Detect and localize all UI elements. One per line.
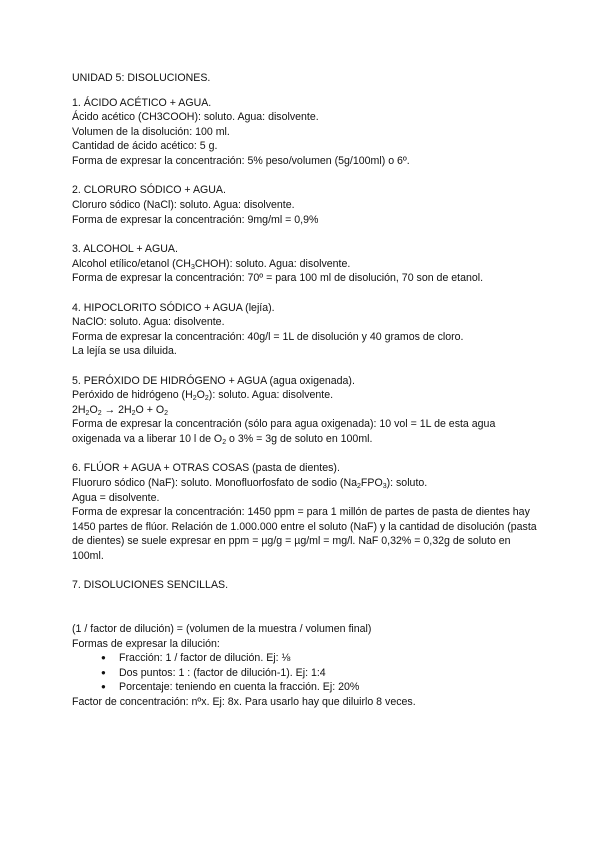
subscript: 2 (97, 409, 102, 417)
text-line: Forma de expresar la concentración: 9mg/ml = 0,9% (72, 213, 319, 226)
text-fragment: FPO (360, 477, 383, 490)
subscript: 2 (131, 409, 136, 417)
text-fragment: Alcohol etílico/etanol (CH (72, 257, 191, 270)
list-item: ● Porcentaje: teniendo en cuenta la fracción. Ej: 20% (106, 680, 542, 695)
text-fragment: CHOH): soluto. Agua: disolvente. (194, 257, 351, 270)
text-fragment: o 3% = 3g de soluto en 100ml. (226, 433, 373, 446)
text-line (72, 476, 542, 491)
text-line: Forma de expresar la concentración: 70º = para 100 ml de disolución, 70 son de etanol. (72, 272, 484, 285)
subscript: 2 (204, 395, 209, 403)
text-line: Factor de concentración: nºx. Ej: 8x. Para usarlo hay que diluirlo 8 veces. (72, 695, 416, 708)
section-heading: 6. FLÚOR + AGUA + OTRAS COSAS (pasta de dientes). (72, 462, 340, 475)
section-heading: 2. CLORURO SÓDICO + AGUA. (72, 184, 226, 197)
section-heading: 4. HIPOCLORITO SÓDICO + AGUA (lejía). (72, 301, 275, 314)
section-heading: 7. DISOLUCIONES SENCILLAS. (72, 579, 229, 592)
text-fragment: → 2H (101, 403, 132, 416)
section-hypochlorite (72, 301, 542, 359)
text-line (72, 257, 542, 272)
subscript: 2 (85, 409, 90, 417)
dilution-formula: (1 / factor de dilución) = (volumen de la muestra / volumen final) (72, 623, 372, 635)
subscript: 3 (382, 483, 387, 491)
text-fragment: Peróxido de hidrógeno (H (72, 389, 193, 402)
section-fluoride (72, 461, 542, 563)
section-acetic-acid (72, 96, 542, 169)
text-paragraph: Forma de expresar la concentración: 1450 ppm = para 1 millón de partes de pasta de dientes hay 1450 partes de flúor. Relación de 1.000.000 entre el soluto (NaF) y la cantidad de disolución (pasta de dientes) se suele expresar en ppm = µg/g = µg/ml = mg/l. NaF 0,32% = 0,32g de soluto en 100ml. (72, 506, 537, 563)
text-line: Ácido acético (CH3COOH): soluto. Agua: disolvente. (72, 111, 319, 124)
section-heading: 5. PERÓXIDO DE HIDRÓGENO + AGUA (agua oxigenada). (72, 374, 355, 387)
list-item: ● Dos puntos: 1 : (factor de dilución-1). Ej: 1:4 (106, 666, 542, 681)
blank-space (72, 593, 542, 622)
text-line: Volumen de la disolución: 100 ml. (72, 125, 230, 138)
text-fragment: O (89, 403, 98, 416)
subscript: 2 (192, 395, 197, 403)
unit-title: UNIDAD 5: DISOLUCIONES. (72, 72, 211, 84)
text-fragment: O (196, 389, 205, 402)
section-alcohol (72, 242, 542, 286)
text-line (72, 388, 542, 403)
document-page (72, 71, 542, 710)
subscript: 2 (222, 439, 227, 447)
text-line: Formas de expresar la dilución: (72, 637, 220, 650)
subscript: 2 (357, 483, 361, 491)
text-line: Cloruro sódico (NaCl): soluto. Agua: disolvente. (72, 198, 295, 211)
section-heading: 3. ALCOHOL + AGUA. (72, 242, 178, 255)
text-fragment: Forma de expresar la concentración (sólo para agua oxigenada): 10 vol = 1L de esta agua oxigenada va a liberar 10 l de O (72, 418, 496, 446)
text-fragment: Fluoruro sódico (NaF): soluto. Monofluorfosfato de sodio (Na (72, 477, 357, 490)
section-heading: 1. ÁCIDO ACÉTICO + AGUA. (72, 96, 212, 109)
text-line: NaClO: soluto. Agua: disolvente. (72, 316, 225, 329)
subscript: 3 (190, 263, 195, 271)
text-paragraph (72, 417, 542, 446)
text-fragment: O + O (135, 403, 165, 416)
section-hydrogen-peroxide (72, 374, 542, 447)
text-line: La lejía se usa diluida. (72, 345, 177, 358)
text-line: Forma de expresar la concentración: 40g/l = 1L de disolución y 40 gramos de cloro. (72, 330, 464, 343)
dilution-forms-list (72, 651, 542, 695)
section-sodium-chloride (72, 183, 542, 227)
section-simple-dilutions (72, 578, 542, 709)
list-item: ● Fracción: 1 / factor de dilución. Ej: ⅛ (106, 651, 542, 666)
text-line: Agua = disolvente. (72, 491, 160, 504)
text-line: Forma de expresar la concentración: 5% peso/volumen (5g/100ml) o 6º. (72, 154, 410, 167)
subscript: 2 (164, 409, 169, 417)
text-fragment: ): soluto. Agua: disolvente. (208, 389, 334, 402)
text-fragment: 2H (72, 403, 86, 416)
chemical-equation (72, 403, 542, 418)
text-fragment: ): soluto. (386, 477, 428, 490)
text-line: Cantidad de ácido acético: 5 g. (72, 140, 218, 153)
